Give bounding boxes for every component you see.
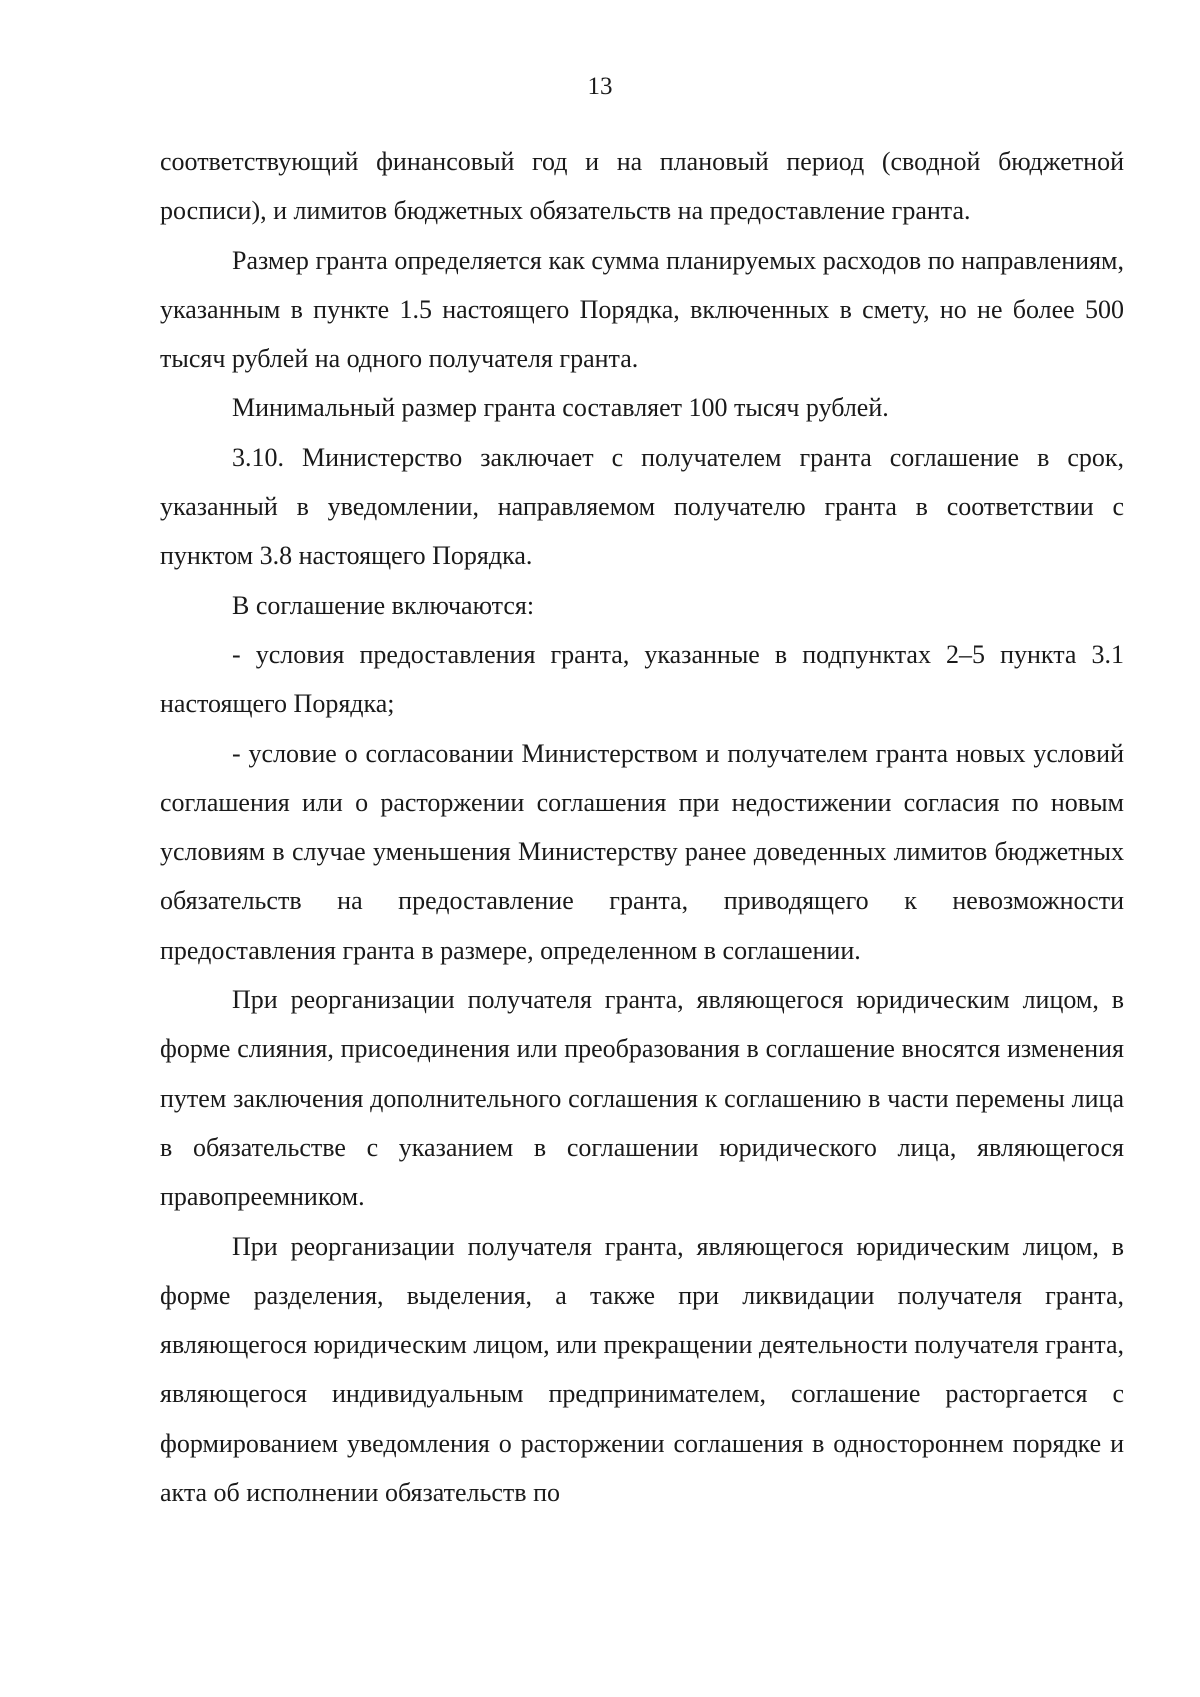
page-number: 13 (587, 73, 613, 100)
paragraph-4: 3.10. Министерство заключает с получателем гранта соглашение в срок, указанный в уведомлении, направляемом получателю гранта в соответствии с пунктом 3.8 настоящего Порядка. (160, 442, 1124, 571)
paragraph-6: - условия предоставления гранта, указанные в подпунктах 2–5 пункта 3.1 настоящего Порядка; (160, 639, 1124, 719)
paragraph-8: При реорганизации получателя гранта, являющегося юридическим лицом, в форме слияния, присоединения или преобразования в соглашение вносятся изменения путем заключения дополнительного соглашения к соглашению в части перемены лица в обязательстве с указанием в соглашении юридического лица, являющегося правопреемником. (160, 985, 1124, 1212)
paragraph-2: Размер гранта определяется как сумма планируемых расходов по направлениям, указанным в пункте 1.5 настоящего Порядка, включенных в смету, но не более 500 тысяч рублей на одного получателя гранта. (160, 245, 1124, 374)
paragraph-5: В соглашение включаются: (232, 590, 535, 620)
paragraph-1: соответствующий финансовый год и на плановый период (сводной бюджетной росписи), и лимитов бюджетных обязательств на предоставление гранта. (160, 147, 1124, 226)
paragraph-7: - условие о согласовании Министерством и получателем гранта новых условий соглашения или о расторжении соглашения при недостижении согласия по новым условиям в случае уменьшения Министерству ранее доведенных лимитов бюджетных обязательств на предоставление гранта, приводящего к невозможности предоставления гранта в размере, определенном в соглашении. (160, 738, 1124, 965)
paragraph-3: Минимальный размер гранта составляет 100 тысяч рублей. (232, 393, 889, 423)
paragraph-9: При реорганизации получателя гранта, являющегося юридическим лицом, в форме разделения, выделения, а также при ликвидации получателя гранта, являющегося юридическим лицом, или прекращении деятельности получателя гранта, являющегося индивидуальным предпринимателем, соглашение расторгается с формированием уведомления о расторжении соглашения в одностороннем порядке и акта об исполнении обязательств по (160, 1231, 1124, 1508)
body-text (160, 137, 1124, 1517)
